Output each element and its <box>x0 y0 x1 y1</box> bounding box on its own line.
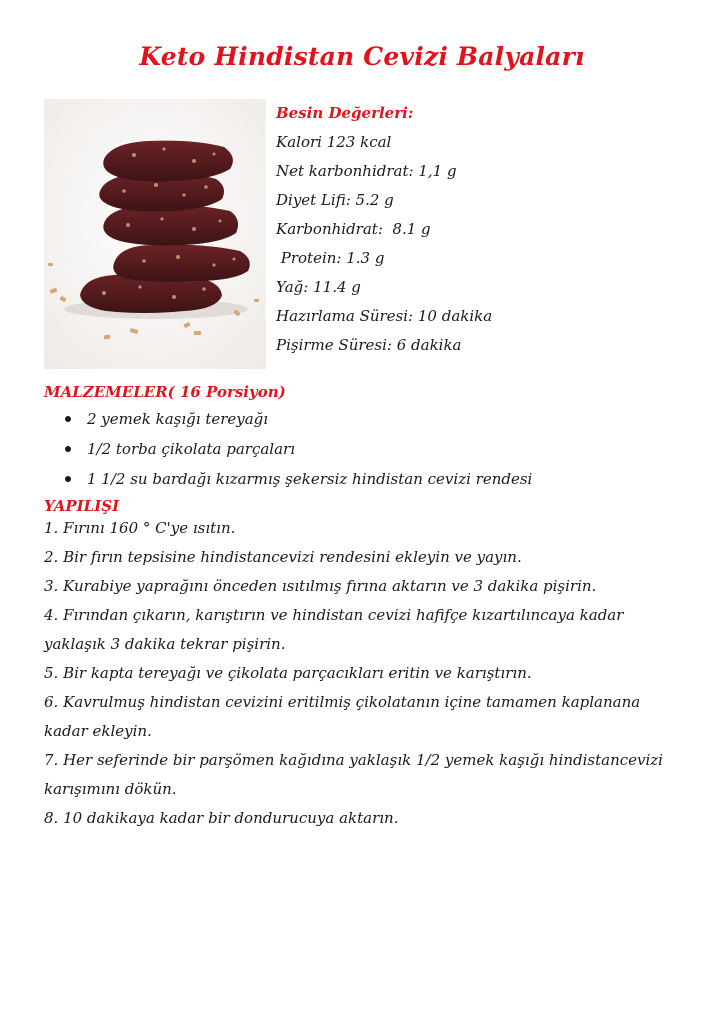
method-step-7: 7. Her seferinde bir parşömen kağıdına yaklaşık 1/2 yemek kaşığı hindistancevizi karışımını dökün. <box>44 751 663 798</box>
ingredients-heading: MALZEMELER( 16 Porsiyon) <box>44 383 286 401</box>
list-item <box>62 434 532 464</box>
bullet-icon <box>65 476 71 482</box>
method-steps <box>44 514 684 833</box>
method-step-3: 3. Kurabiye yaprağını önceden ısıtılmış fırına aktarın ve 3 dakika pişirin. <box>44 577 597 595</box>
method-step-2: 2. Bir fırın tepsisine hindistancevizi rendesini ekleyin ve yayın. <box>44 548 522 566</box>
method-step-1: 1. Fırını 160 ° C'ye ısıtın. <box>44 519 236 537</box>
bullet-icon <box>65 416 71 422</box>
method-step-5: 5. Bir kapta tereyağı ve çikolata parçacıkları eritin ve karıştırın. <box>44 664 532 682</box>
nutrition-carbs: Karbonhidrat: 8.1 g <box>276 220 431 238</box>
nutrition-fiber: Diyet Lifi: 5.2 g <box>276 191 394 209</box>
nutrition-net-carbs: Net karbonhidrat: 1,1 g <box>276 162 457 180</box>
chocolate-coconut-clusters-photo-icon <box>44 99 266 369</box>
nutrition-info <box>276 99 696 360</box>
method-step-8: 8. 10 dakikaya kadar bir dondurucuya aktarın. <box>44 809 399 827</box>
list-item <box>62 404 532 434</box>
bullet-icon <box>65 446 71 452</box>
method-step-6: 6. Kavrulmuş hindistan cevizini eritilmiş çikolatanın içine tamamen kaplanana kadar ekleyin. <box>44 693 641 740</box>
ingredient-text: 2 yemek kaşığı tereyağı <box>87 410 269 428</box>
recipe-photo <box>44 99 266 369</box>
nutrition-protein: Protein: 1.3 g <box>276 249 385 267</box>
list-item <box>62 464 532 494</box>
recipe-title: Keto Hindistan Cevizi Balyaları <box>139 42 585 71</box>
ingredients-list <box>62 404 532 494</box>
nutrition-cook-time: Pişirme Süresi: 6 dakika <box>276 336 462 354</box>
method-heading: YAPILIŞI <box>44 497 120 515</box>
nutrition-heading: Besin Değerleri: <box>276 104 414 122</box>
nutrition-prep-time: Hazırlama Süresi: 10 dakika <box>276 307 493 325</box>
method-step-4: 4. Fırından çıkarın, karıştırın ve hindistan cevizi hafifçe kızartılıncaya kadar yaklaşık 3 dakika tekrar pişirin. <box>44 606 624 653</box>
nutrition-fat: Yağ: 11.4 g <box>276 278 361 296</box>
nutrition-calories: Kalori 123 kcal <box>276 133 392 151</box>
ingredient-text: 1/2 torba çikolata parçaları <box>87 440 296 458</box>
ingredient-text: 1 1/2 su bardağı kızarmış şekersiz hindistan cevizi rendesi <box>87 470 533 488</box>
